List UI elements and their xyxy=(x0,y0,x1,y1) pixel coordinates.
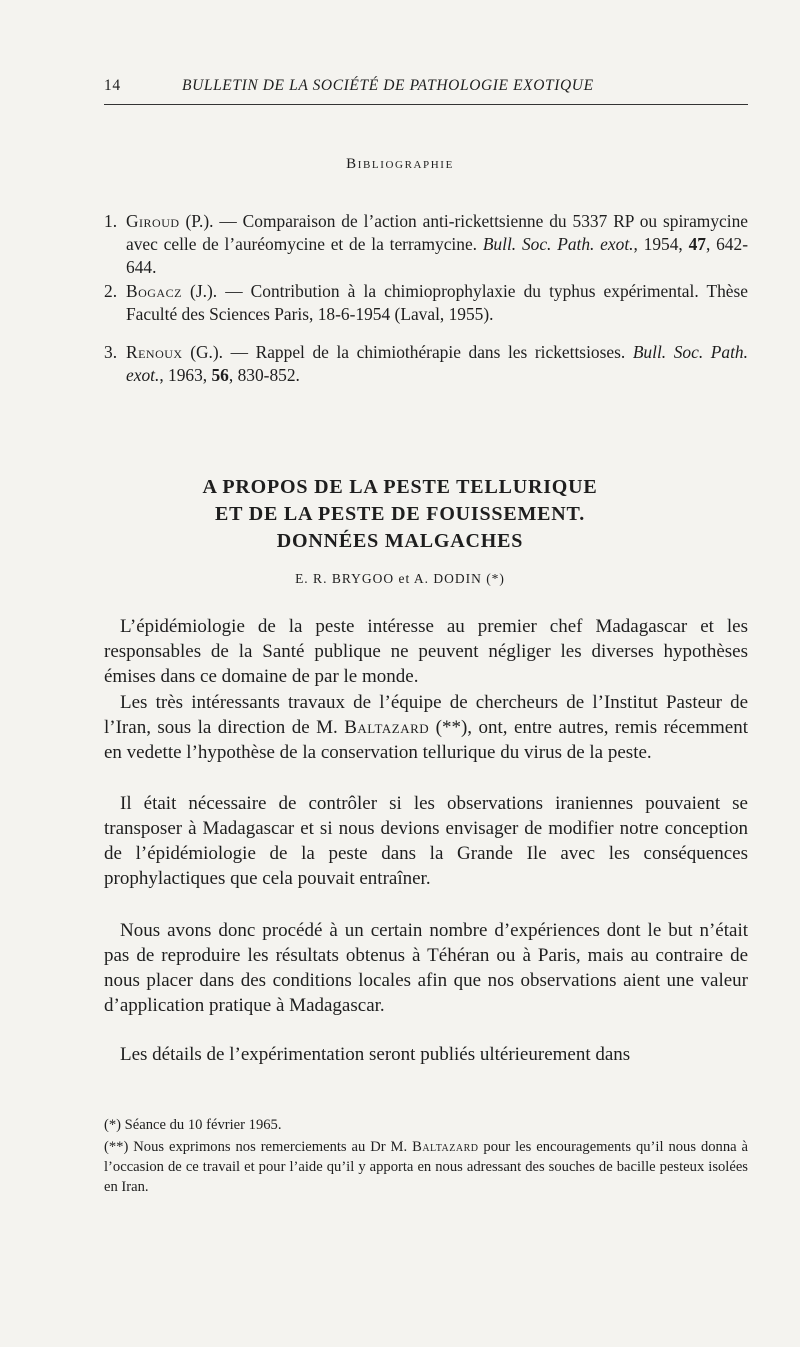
journal-title: BULLETIN DE LA SOCIÉTÉ DE PATHOLOGIE EXOTIQUE xyxy=(182,77,594,94)
body-paragraph: Il était nécessaire de contrôler si les observations iraniennes pouvaient se transposer à Madagascar et si nous devions envisager de modifier notre conception de l’épidémiologie de la peste dans la Grande Ile avec les conséquences prophylactiques que cela pouvait entraîner. xyxy=(104,793,748,889)
paragraph-text: (**), ont, entre autres, remis récemment en vedette l’hypothèse de la conservation tellurique du virus de la peste. xyxy=(104,717,748,763)
body-paragraph: Nous avons donc procédé à un certain nombre d’expériences dont le but n’était pas de reproduire les résultats obtenus à Téhéran ou à Paris, mais au contraire de nous placer dans des conditions locales afin que nos observations aient une valeur d’application pratique à Madagascar. xyxy=(104,920,748,1016)
person-name: Baltazard xyxy=(344,717,430,738)
entry-volume: 56 xyxy=(211,365,229,385)
entry-text: — Rappel de la chimiothérapie dans les rickettsioses. xyxy=(223,342,633,362)
bibliography-entry xyxy=(104,210,748,279)
entry-year: , 1954, xyxy=(633,234,689,254)
entry-number: 3. xyxy=(104,342,118,362)
entry-pages: , 642-644. xyxy=(126,234,748,277)
person-name: Baltazard xyxy=(412,1139,479,1155)
footnote-text: (**) Nous exprimons nos remerciements au Dr M. xyxy=(104,1139,413,1155)
entry-author: Renoux xyxy=(126,342,183,362)
article-title-line: A PROPOS DE LA PESTE TELLURIQUE xyxy=(202,476,598,498)
entry-journal: Bull. Soc. Path. exot. xyxy=(126,342,748,385)
entry-pages: , 830-852. xyxy=(228,365,300,385)
article-authors: E. R. BRYGOO et A. DODIN (*) xyxy=(295,571,505,586)
body-paragraph: Les détails de l’expérimentation seront publiés ultérieurement dans xyxy=(120,1044,631,1065)
bibliography-entry xyxy=(104,341,748,387)
footnote: (*) Séance du 10 février 1965. xyxy=(104,1117,282,1133)
entry-text: — Contribution à la chimioprophylaxie du typhus expérimental. Thèse Faculté des Sciences Paris, 18-6-1954 (Laval, 1955). xyxy=(126,281,748,324)
bibliography-heading: Bibliographie xyxy=(346,156,454,172)
entry-journal: Bull. Soc. Path. exot. xyxy=(482,234,634,254)
entry-initials: (J.). xyxy=(190,281,218,301)
entry-author: Bogacz xyxy=(126,281,182,301)
article-title-line: DONNÉES MALGACHES xyxy=(276,530,524,552)
paragraph-text: Les très intéressants travaux de l’équipe de chercheurs de l’Institut Pasteur de l’Iran, sous la direction de M. xyxy=(104,692,748,738)
entry-number: 2. xyxy=(104,281,118,301)
running-header xyxy=(104,74,748,96)
entry-author: Giroud xyxy=(126,211,180,231)
body-paragraph: L’épidémiologie de la peste intéresse au premier chef Madagascar et les responsables de la Santé publique ne peuvent négliger les diverses hypothèses émises dans ce domaine de par le monde. xyxy=(104,616,748,687)
body-paragraph xyxy=(104,690,748,765)
entry-text: — Comparaison de l’action anti-rickettsienne du 5337 RP ou spiramycine avec celle de l’auréomycine et de la terramycine. xyxy=(126,211,748,254)
footnote xyxy=(104,1137,748,1197)
entry-year: , 1963, xyxy=(159,365,212,385)
page-number: 14 xyxy=(104,77,121,94)
entry-volume: 47 xyxy=(688,234,706,254)
entry-initials: (P.). xyxy=(185,211,214,231)
header-rule xyxy=(104,104,748,105)
entry-initials: (G.). xyxy=(190,342,224,362)
article-title-line: ET DE LA PESTE DE FOUISSEMENT. xyxy=(214,503,586,525)
footnote-text: pour les encouragements qu’il nous donna à l’occasion de ce travail et pour l’aide qu’il y apporta en nous adressant des souches de bacille pesteux isolées en Iran. xyxy=(104,1139,749,1195)
bibliography-entry xyxy=(104,280,748,326)
entry-number: 1. xyxy=(104,211,118,231)
